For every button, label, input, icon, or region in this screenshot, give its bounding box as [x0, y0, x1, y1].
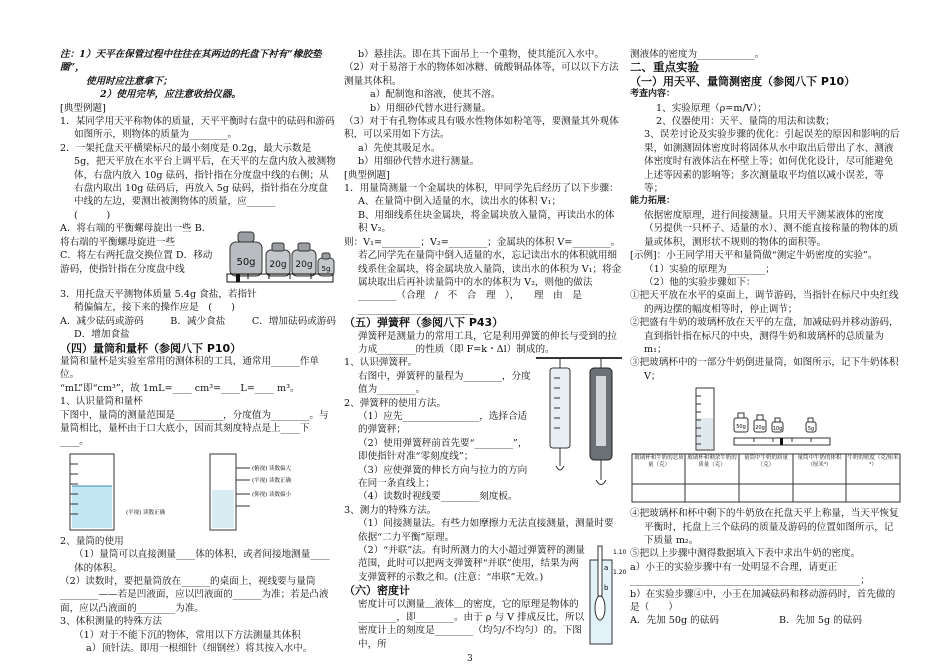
- table-header-4: 量筒中牛奶的体积（厘米³）: [797, 455, 842, 469]
- question-b: b）在实验步骤④中，小王在加减砝码和移动游码时，首先做的是（ ）: [630, 588, 896, 613]
- weight-label-3: 20g: [295, 260, 313, 271]
- page-number: 3: [467, 654, 473, 664]
- experiment-figure: [630, 384, 902, 506]
- exam-content-label: 考查内容：: [630, 89, 676, 100]
- question-1: 1．某同学用天平称物体的质量，天平平衡时右盘中的砝码和游码如图所示，则物体的质量为________。: [60, 116, 335, 141]
- spring-scale-figure: [536, 356, 622, 506]
- spring-3-text-2: （2）“并联”法。有时所测力的大小超过弹簧秤的测量范围，此时可以把两支弹簧秤“并联”使用，结果为两支弹簧秤的示数之和。(注意：“串联”无效。): [358, 545, 585, 583]
- spring-2-step-3: （3）应使弹簧的伸长方向与拉力的方向在同一条直线上；: [358, 464, 528, 489]
- note-1b: 使用时应注意拿下；: [86, 75, 173, 87]
- spring-scale-block: [344, 356, 622, 490]
- q2-option-ab: A．将右端的平衡螺母旋出一些 B．将右端的平衡螺母旋进一些: [60, 223, 212, 248]
- scale-weight-3: 10g: [772, 426, 783, 433]
- table-header-5: 牛奶的密度（克/厘米³）: [847, 455, 899, 469]
- cylinder-label-3: (仰视) 读数偏小: [252, 491, 292, 498]
- section-4-units: “mL”即“cm³”，故 1mL=____ cm³=____L=____ m³。: [60, 382, 300, 394]
- example-intro: [示例]：小王同学用天平和量筒做“测定牛奶密度的实验”。: [630, 250, 878, 262]
- section-4-title: （四）量筒和量杯（参阅八下 P10）: [60, 341, 242, 355]
- ability-text: 依据密度原理，进行间接测量。只用天平测某液体的密度（另提供一只杯子、适量的水）、测不能直接称量的物体的质量或体积，测形状不规则的物体的面积等。: [644, 209, 899, 248]
- note-1: 注：1）天平在保管过程中往往在其两边的托盘下衬有“橡胶垫圈”，: [60, 49, 322, 74]
- weight-label-1: 50g: [236, 257, 256, 269]
- table-header-3: 量筒中牛奶的质量（克）: [743, 455, 788, 469]
- hydrometer-label-a: a: [604, 564, 609, 573]
- question-2: 2．一架托盘天平横梁标尺的最小刻度是 0.2g，最大示数是 5g，把天平放在水平台上调平后，在天平的左盘内放入被测物体，右盘内放入 10g 砝码，指针指在分度盘中线的右侧；从右盘内取出 10g 砝码后，再放入 5g 砝码，指针指在分度盘中线的左边，要测出被测物体的质量，应______ ( ): [60, 142, 336, 221]
- hydrometer-label-2: 1.20: [613, 569, 627, 577]
- weight-label-4: 5g: [321, 265, 331, 274]
- step-2: ②把盛有牛奶的玻璃杯放在天平的左盘，加减砝码并移动游码，直到指针指在标尺的中央，测得牛奶和玻璃杯的总质量为 m₁；: [630, 317, 899, 355]
- section-5-intro: 弹簧秤是测量力的常用工具，它是利用弹簧的伸长与受到的拉力成________的性质（即 F=k・Δl）制成的。: [358, 330, 618, 355]
- sub-3-text-1: （1）对于不能下沉的物体，常用以下方法测量其体积: [74, 629, 301, 641]
- sub-3-method-a: a）顶针法。即用一根细针（细钢丝）将其按入水中。: [86, 643, 313, 655]
- question-b-option-b: B．先加 5g 的砝码: [779, 615, 862, 627]
- method-3b: b）用细砂代替水进行测量。: [358, 156, 480, 168]
- spring-2-step-2: （2）使用弹簧秤前首先要“________”，即使指针对准“零刻度线”；: [358, 437, 528, 463]
- spring-1-text: 右图中，弹簧秤的量程为________，分度值为________。: [358, 370, 531, 396]
- method-2: （2）对于易溶于水的物体如冰糖、硫酸铜晶体等，可以以下方法测量其体积。: [344, 62, 619, 87]
- question-3: 3．用托盘天平测物体质量 5.4g 食盐，若指针稍偏偏左，接下来的操作应是 ( ): [60, 288, 257, 314]
- sub-2-title: 2、量筒的使用: [60, 535, 124, 547]
- key-experiments-title: 二、重点实验: [630, 60, 699, 75]
- spring-3-text-1: （1）间接测量法。有些力如摩擦力无法直接测量，测量时要依据“二力平衡”原理。: [358, 518, 614, 543]
- method-2b: b）用细砂代替水进行测量。: [370, 102, 492, 114]
- section-6-text: 密度计可以测量＿液体＿的密度，它的原理是物体的________，即________。由于 ρ 与 V 排成反比，所以密度计上的刻度是________（均匀/不均匀）的。下图中，所: [358, 598, 585, 650]
- question-2-1: 1．用量筒测量一个金属块的体积，甲同学先后经历了以下步骤：: [344, 183, 619, 195]
- step-5: ⑤把以上步骤中测得数据填入下表中求出牛奶的密度。: [630, 548, 861, 560]
- method-b: b）悬挂法。即在其下面吊上一个重物，使其能沉入水中。: [358, 49, 604, 60]
- question-b-options: [630, 614, 902, 627]
- column-right: [630, 48, 902, 628]
- data-table: [632, 454, 900, 502]
- section-5-title: （五）弹簧秤（参阅八下 P43）: [344, 316, 504, 330]
- q2-options-with-figure: [60, 222, 336, 288]
- scale-weight-1: 50g: [736, 424, 746, 431]
- spring-2-step-4: （4）读数时视线要________刻度板。: [358, 491, 518, 503]
- sub-3-title: 3、体积测量的特殊方法: [60, 616, 163, 628]
- question-2-1a: A、在量筒中倒入适量的水，读出水的体积 V₁；: [358, 196, 562, 208]
- typical-heading: [典型例题]: [60, 102, 106, 114]
- exam-content-3: 3、误差讨论及实验步骤的优化：引起误差的原因和影响的后果，如测测固体密度时将固体从水中取出后带出了水、测液体密度时有液体沾在杯壁上等；如何优化设计，尽可能避免上述等因素的影响等；多次测量取平均值以减小误差，等等；: [644, 129, 900, 195]
- exam-content-2: 2、仪器使用：天平、量筒的用法和读数；: [656, 116, 835, 128]
- method-2a: a）配制饱和溶液，使其不溶。: [370, 89, 501, 101]
- step-4: ④把玻璃杯和杯中剩下的牛奶放在托盘天平上称量，当天平恢复平衡时，托盘上三个砝码的质量及游码的位置如图所示，记下质量 m₂。: [630, 508, 899, 546]
- spring-1-title: 1、认识弹簧秤。: [344, 357, 418, 369]
- cylinder-label-2: (平视) 读数正确: [252, 477, 292, 484]
- question-2-1c: 则：V₁=________；V₂=________；金属块的体积 V=________。: [344, 236, 621, 248]
- spring-3-title: 3、测力的特殊方法。: [344, 504, 437, 516]
- note-2: 2）使用完毕，应注意收拾仪器。: [100, 89, 241, 101]
- spring-2-step-1: （1）应先________________，选择合适的弹簧秤；: [358, 410, 528, 436]
- section-4-intro: 量筒和量杯是实验室常用的测体积的工具，通常用______作单位。: [60, 355, 320, 381]
- example-q2: （2）他的实验步骤如下：: [644, 276, 756, 288]
- exam-content-1: 1、实验原理（ρ=m/V）；: [656, 102, 767, 114]
- sub-2-text-1: （1）量筒可以直接测量____体的体积，或者间接地测量____体的体积。: [74, 549, 330, 574]
- q3-option-c: C．增加砝码或游码: [251, 315, 336, 327]
- q2-option-cd: C．将左右两托盘交换位置 D．移动游码，使指针指在分度盘中线: [60, 250, 213, 275]
- question-2-1b: B、用细线系住块金属块，将金属块放入量筒，再读出水的体积 V₂。: [358, 209, 615, 235]
- q3-options: [60, 315, 336, 328]
- column-left: [60, 48, 336, 655]
- sub-1-text: 下图中，量筒的测量范围是__________，分度值为________。与量筒相比，量杯由于口大底小，因而其刻度特点是上____下____。: [60, 409, 329, 448]
- sub-2-text-2: （2）读数时，要把量筒放在______的桌面上，视线要与量筒________——若是凹液面，应以凹液面的______为准；若是凸液面，应以凸液面的________为准。: [60, 576, 329, 614]
- hydrometer-label-b: b: [604, 584, 609, 593]
- continued-text: 测液体的密度为____________。: [630, 49, 765, 60]
- question-a: a）小王的实验步骤中有一处明显不合理，请更正________________________________________________；: [630, 561, 870, 587]
- hydrometer-label-1: 1.10: [613, 549, 627, 557]
- spring-2-title: 2、弹簧秤的使用方法。: [344, 397, 447, 409]
- step-1: ①把天平放在水平的桌面上，调节游码，当指针在标尺中央红线的两边摆的幅度相等时，停止调节；: [630, 290, 899, 315]
- q3-option-d: D．增加食盐: [74, 329, 130, 341]
- q3-option-b: B．减少食盐: [170, 315, 226, 327]
- hydrometer-block: [344, 544, 627, 651]
- ability-label: 能力拓展：: [630, 196, 676, 207]
- weight-label-2: 20g: [269, 260, 287, 271]
- question-2-1d: 若乙同学先在量筒中倒入适量的水，忘记读出水的体积就用细线系住金属块，将金属块放入量筒，读出水的体积为 V₁；将金属块取出后再补读量筒中的水的体积为 V₂，则他的做法________（合理 / 不 合 理 ）， 理 由 是________________________: [358, 250, 622, 315]
- sub-1-title: 1、认识量筒和量杯: [60, 396, 143, 408]
- table-header-2: 玻璃杯和剩余牛奶的质量（克）: [687, 455, 737, 469]
- column-middle: [344, 48, 627, 651]
- method-3a: a）先使其吸足水。: [358, 142, 441, 154]
- rider-ruler: [226, 272, 336, 286]
- question-b-option-a: A．先加 50g 的砝码: [630, 615, 719, 627]
- q3-option-a: A．减少砝码或游码: [60, 315, 144, 327]
- typical-heading-2: [典型例题]: [344, 169, 390, 181]
- table-header-1: 玻璃杯和牛奶的总质量（克）: [634, 455, 684, 469]
- cylinder-label-1: (俯视) 读数偏大: [252, 465, 292, 472]
- experiment-1-title: （一）用天平、量筒测密度（参阅八下 P10）: [630, 74, 856, 88]
- hydrometer-figure: [588, 544, 627, 648]
- section-6-title: （六）密度计: [344, 584, 410, 598]
- example-q1: （1）实验的原理为________；: [644, 263, 775, 275]
- method-3: （3）对于有孔物体或具有吸水性物体如粉笔等，要测量其外观体积，可以采用如下方法。: [344, 116, 619, 141]
- scale-weight-2: 20g: [755, 425, 765, 432]
- scale-weight-4: 5g: [807, 426, 815, 433]
- cylinder-label-4: (平视) 读数正确: [126, 509, 166, 516]
- step-3: ③把玻璃杯中的一部分牛奶倒进量筒，如图所示，记下牛奶体积 V；: [630, 357, 899, 382]
- cylinder-figure: [60, 450, 336, 534]
